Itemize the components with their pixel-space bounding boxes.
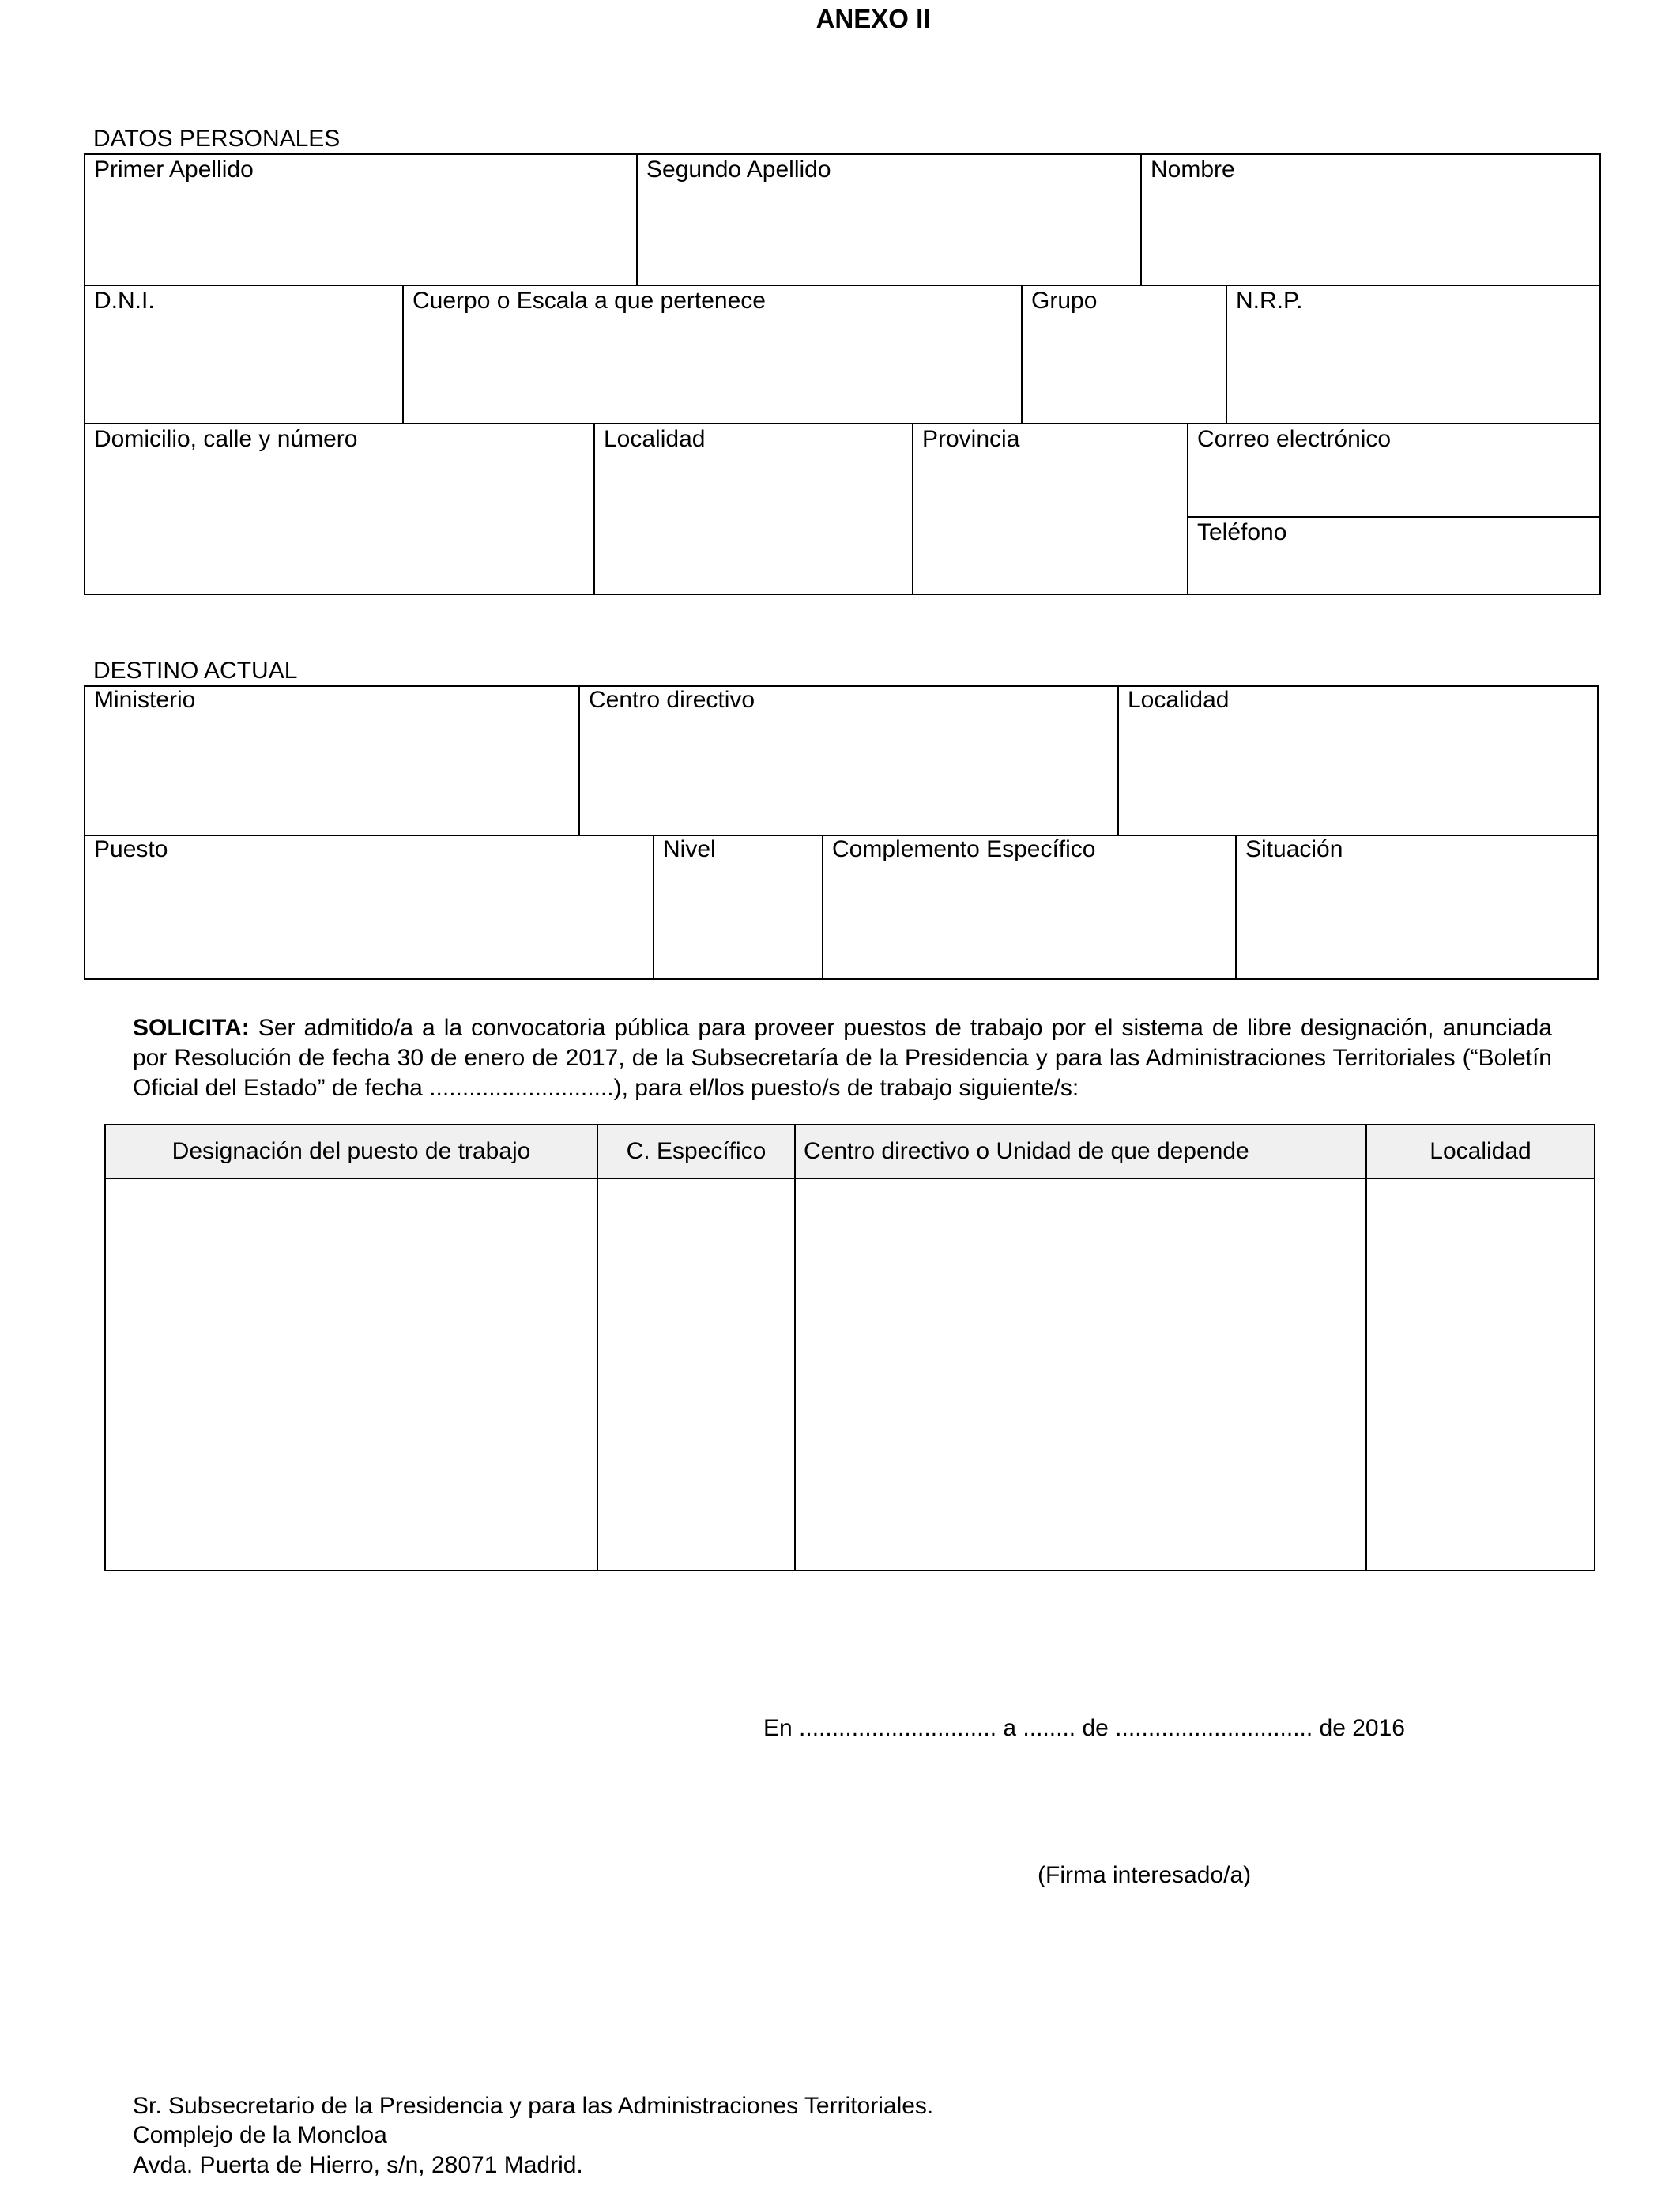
designacion-input-cell[interactable] [106, 1179, 597, 1570]
centro-directivo-input-cell[interactable] [796, 1179, 1365, 1570]
header-designacion: Designación del puesto de trabajo [171, 1138, 531, 1164]
document-title: ANEXO II [816, 4, 931, 33]
dni-label: D.N.I. [94, 288, 155, 314]
destino-actual-table [84, 685, 1599, 980]
situacion-field[interactable] [1237, 836, 1597, 978]
grupo-label: Grupo [1031, 288, 1098, 314]
nivel-label: Nivel [663, 836, 716, 862]
provincia-field[interactable] [913, 424, 1187, 594]
puesto-field[interactable] [85, 836, 653, 978]
nrp-field[interactable] [1227, 286, 1599, 423]
destinatario-line-1: Sr. Subsecretario de la Presidencia y para las Administraciones Territoriales. [133, 2093, 934, 2119]
fecha-line: En .............................. a ........ de .............................. de 2016 [763, 1715, 1405, 1741]
cuerpo-escala-field[interactable] [404, 286, 1021, 423]
correo-field[interactable] [1188, 424, 1599, 516]
grupo-field[interactable] [1023, 286, 1226, 423]
firma-label: (Firma interesado/a) [1038, 1862, 1252, 1888]
solicita-paragraph [133, 1013, 1552, 1103]
solicita-label: SOLICITA: [133, 1015, 250, 1041]
nombre-label: Nombre [1151, 156, 1235, 183]
telefono-label: Teléfono [1197, 519, 1287, 545]
header-centro-directivo: Centro directivo o Unidad de que depende [804, 1138, 1249, 1164]
header-localidad: Localidad [1430, 1138, 1531, 1164]
situacion-label: Situación [1245, 836, 1343, 862]
destinatario-line-2: Complejo de la Moncloa [133, 2122, 387, 2148]
telefono-field[interactable] [1188, 518, 1599, 594]
complemento-label: Complemento Específico [832, 836, 1096, 862]
ministerio-label: Ministerio [94, 687, 196, 713]
nrp-label: N.R.P. [1236, 288, 1303, 314]
puestos-table [104, 1124, 1595, 1571]
primer-apellido-label: Primer Apellido [94, 156, 254, 183]
datos-personales-table [84, 153, 1601, 595]
localidad-label: Localidad [604, 426, 706, 452]
dni-field[interactable] [85, 286, 402, 423]
centro-directivo-label: Centro directivo [589, 687, 755, 713]
datos-personales-heading: DATOS PERSONALES [93, 126, 341, 152]
destino-localidad-field[interactable] [1119, 687, 1597, 835]
localidad-field[interactable] [595, 424, 912, 594]
provincia-label: Provincia [922, 426, 1020, 452]
solicita-text: Ser admitido/a a la convocatoria pública para proveer puestos de trabajo por el sistema de libre designación, anunciada por Resolución de fecha 30 de enero de 2017, de la Subsecretaría de la Presidencia y para las Administraciones Territoriales (“Boletín Oficial del Estado” de fecha ............................), para el/los puesto/s de trabajo siguiente/s: [133, 1015, 1552, 1101]
nivel-field[interactable] [654, 836, 822, 978]
cuerpo-escala-label: Cuerpo o Escala a que pertenece [412, 288, 766, 314]
ministerio-field[interactable] [85, 687, 578, 835]
destinatario-line-3: Avda. Puerta de Hierro, s/n, 28071 Madrid. [133, 2152, 583, 2178]
centro-directivo-field[interactable] [580, 687, 1117, 835]
complemento-field[interactable] [823, 836, 1235, 978]
header-c-especifico: C. Específico [626, 1138, 767, 1164]
nombre-field[interactable] [1142, 155, 1599, 285]
segundo-apellido-label: Segundo Apellido [646, 156, 831, 183]
localidad-input-cell[interactable] [1367, 1179, 1594, 1570]
puesto-label: Puesto [94, 836, 168, 862]
destino-localidad-label: Localidad [1128, 687, 1230, 713]
domicilio-field[interactable] [85, 424, 593, 594]
domicilio-label: Domicilio, calle y número [94, 426, 358, 452]
correo-label: Correo electrónico [1197, 426, 1392, 452]
c-especifico-input-cell[interactable] [598, 1179, 794, 1570]
primer-apellido-field[interactable] [85, 155, 636, 285]
segundo-apellido-field[interactable] [638, 155, 1140, 285]
destino-actual-heading: DESTINO ACTUAL [93, 658, 298, 684]
